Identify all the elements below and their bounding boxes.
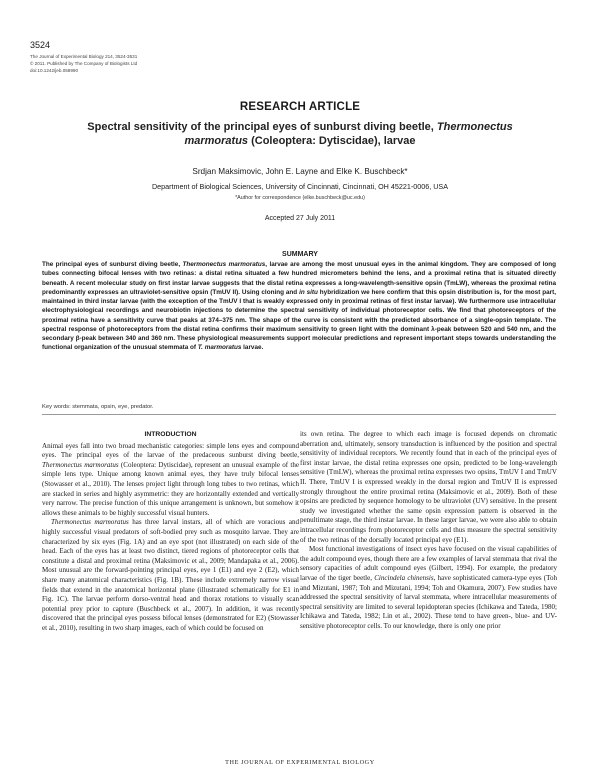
intro-p3-text-a: Most functional investigations of insect eyes have focused on the visual capabilities of the adult compound eyes, though there are a few examples of larval stemmata that rival the sensory capacities of adult compound eyes (Gilbert, 1994). For example, the predatory larvae of the tiger beetle, — [300, 545, 557, 582]
intro-p2-species: Thermonectus marmoratus — [51, 518, 129, 527]
body-column-left — [42, 430, 299, 633]
intro-paragraph-1 — [42, 442, 299, 519]
accepted-date: Accepted 27 July 2011 — [264, 215, 336, 222]
intro-p1-text-a: Animal eyes fall into two broad mechanistic categories: simple lens eyes and compound eyes. The principal eyes of the larvae of the predaceous sunburst diving beetle, — [42, 441, 299, 460]
intro-paragraph-3 — [300, 545, 557, 631]
intro-p3-text-b: , have sophisticated camera-type eyes (Toh and Mizutani, 1987; Toh and Mizutani, 1994; Toh and Okamura, 2007). Few studies have addressed the spectral sensitivity of larval stemmata, where intracellular measurements of spectral sensitivity are limited to several lepidopteran species (Ichikawa and Tateda, 1980; Ichikawa and Tateda, 1982; Lin et al., 2002). These tend to have green-, blue- and UV-sensitive photoreceptor cells. To our knowledge, there is only one prior — [300, 573, 557, 630]
authors: Srdjan Maksimovic, John E. Layne and Elke K. Buschbeck* — [192, 167, 408, 176]
abstract-text-3: hybridization we here confirm that this opsin distribution is, for the most part, maintained in third instar larvae (with the exception of the TmUV I that is weakly expressed only in proximal retinas of first instar larvae). We furthermore use intracellular electrophysiological recordings and neurobiotin injections to determine the spectral sensitivity of individual photoreceptor cells. We find that photoreceptors of the proximal retina have a sensitivity curve that peaks at 374–375 nm. The shape of the curve is consistent with the predicted absorbance of a single-opsin template. The spectral response of photoreceptors from the distal retina confirms their maximum sensitivity to green light with the dominant λ-peak between 520 and 540 nm, and the secondary β-peak between 340 and 360 nm. These physiological measurements support molecular predictions and represent important steps towards understanding the functional organization of the unusual stemmata of — [42, 288, 556, 352]
keywords: Key words: stemmata, opsin, eye, predator. — [42, 404, 154, 410]
journal-citation: The Journal of Experimental Biology 214, 3524-3531 — [30, 54, 138, 59]
abstract-species-1: Thermonectus marmoratus — [182, 261, 266, 268]
title-part2: (Coleoptera: Dytiscidae), larvae — [248, 135, 416, 147]
intro-paragraph-2 — [42, 518, 299, 633]
journal-info — [30, 53, 137, 74]
article-title — [30, 120, 570, 148]
correspondence-note: *Author for correspondence (elke.buschbeck@uc.edu) — [235, 195, 365, 201]
intro-p1-text-b: (Coleoptera: Dytiscidae), represent an unusual example of the simple lens type. Unique among known animal eyes, they have truly bifocal lenses (Stowasser et al., 2010). The lenses project light through long tubes to two retinas, which are stacked in series and highly asymmetric: they are horizontally extended and vertically very narrow. The precise function of this unique arrangement is unknown, but somehow it allows these animals to be highly successful visual hunters. — [42, 460, 299, 517]
abstract-text-1: The principal eyes of sunburst diving beetle, — [42, 261, 183, 268]
summary-abstract — [42, 260, 556, 353]
article-type: RESEARCH ARTICLE — [239, 101, 361, 113]
introduction-heading: INTRODUCTION — [144, 431, 197, 438]
abstract-text-4: larvae. — [241, 344, 264, 352]
abstract-text-2: , larvae are among the most unusual eyes in the animal kingdom. They are composed of long tubes connecting bifocal lenses with two retinas: a distal retina situated a few hundred micrometers behind the lens, and a proximal retina that is situated directly beneath. A recent molecular study on first instar larvae suggests that the distal retina expresses a long-wavelength-sensitive opsin (TmLW), whereas the proximal retina predominantly expresses an ultraviolet-sensitive opsin (TmUV II). Using cloning and — [42, 261, 556, 296]
title-part1: Spectral sensitivity of the principal eyes of sunburst diving beetle, — [87, 121, 437, 133]
copyright-line: © 2011. Published by The Company of Biologists Ltd — [30, 61, 138, 66]
body-column-right — [300, 430, 557, 631]
intro-p3-species: Cincindela chinensis — [374, 573, 434, 582]
doi: doi:10.1242/jeb.058990 — [30, 68, 79, 73]
affiliation: Department of Biological Sciences, University of Cincinnati, Cincinnati, OH 45221-0006, USA — [151, 182, 449, 191]
intro-p1-species: Thermonectus marmoratus — [42, 460, 119, 469]
intro-paragraph-2-continued: its own retina. The degree to which each image is focused depends on chromatic aberration and, ultimately, sensory transduction is influenced by the position and spectral sensitivity of individual receptors. We recently found that in each of the principal eyes of first instar larvae, the distal retina expresses one opsin, predicted to be long-wavelength sensitive (TmLW), whereas the proximal retina expresses two opsins, TmUV I and TmUV II. There, TmUV I is expressed weakly in the dorsal region and TmUV II is expressed strongly throughout the entire proximal retina (Maksimovic et al., 2009). Both of these opsins are predicted by sequence homology to be ultraviolet (UV) sensitive. In the present study we investigated whether the same opsin expression pattern is observed in the penultimate stage, the third instar larvae. In these larger larvae, we were also able to obtain intracellular recordings from photoreceptor cells and thus measure the spectral sensitivity of the two retinas of the dorsally located principal eye (E1). — [300, 430, 557, 544]
title-species: Thermonectus marmoratus — [184, 121, 513, 147]
summary-heading: SUMMARY — [282, 251, 318, 258]
page-number: 3524 — [30, 40, 51, 50]
section-divider — [42, 414, 556, 415]
journal-footer: THE JOURNAL OF EXPERIMENTAL BIOLOGY — [225, 759, 375, 766]
intro-p2-text-a: has three larval instars, all of which are voracious and highly successful visual predators of soft-bodied prey such as mosquito larvae. They are characterized by six eyes (Fig. 1A) and an eye spot (not illustrated) on each side of the head. Each of the eyes has at least two distinct, tiered regions of photoreceptor cells that constitute a distal and proximal retina (Maksimovic et al., 2009; Mandapaka et al., 2006). Most unusual are the forward-pointing principal eyes, eye 1 (E1) and eye 2 (E2), which share many anatomical characteristics (Fig. 1B). These include extremely narrow visual fields that extend in the anatomical horizontal plane (illustrated schematically for E1 in Fig. 1C). The larvae perform dorso-ventral head and thorax rotations to visually scan potential prey prior to capture (Buschbeck et al., 2007). In addition, it was recently discovered that the principal eyes possess bifocal lenses (demonstrated for E2) (Stowasser et al., 2010), resulting in two sharp images, each of which could be focused on — [42, 518, 299, 632]
abstract-paragraph — [42, 260, 556, 353]
abstract-species-2: T. marmoratus — [197, 344, 242, 352]
abstract-insitu: in situ — [299, 288, 318, 296]
